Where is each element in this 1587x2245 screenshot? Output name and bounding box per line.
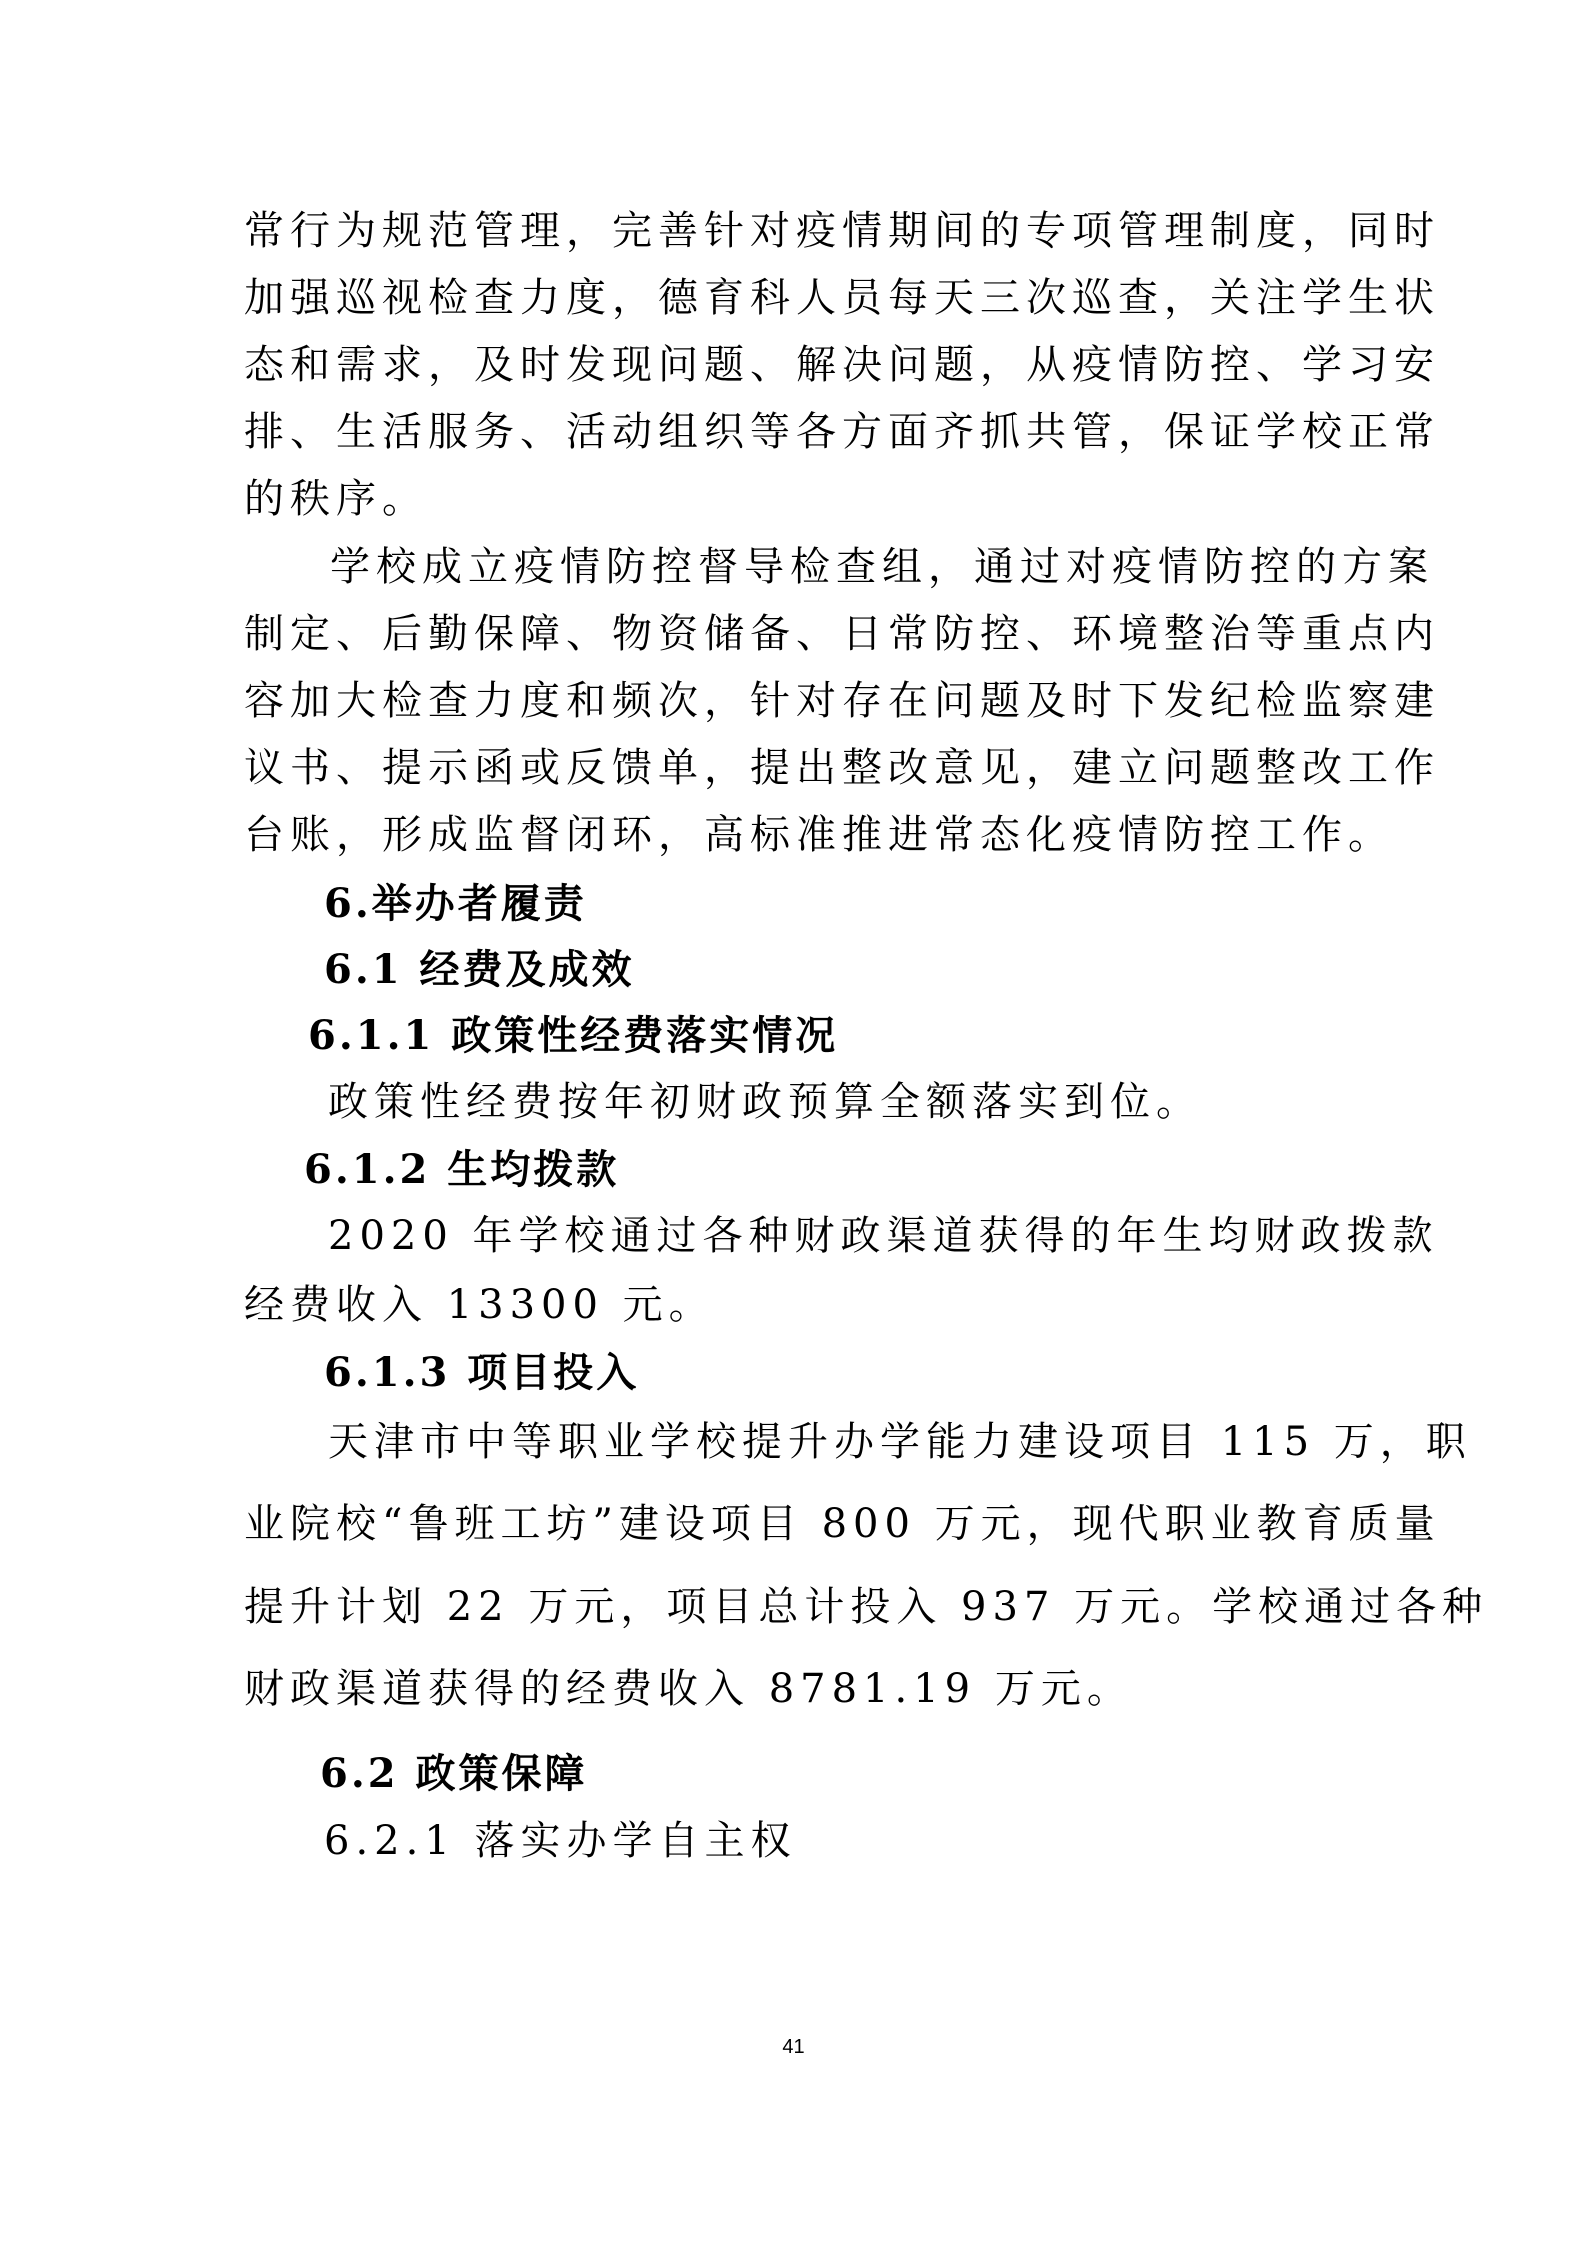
paragraph-line: 天津市中等职业学校提升办学能力建设项目 115 万，职 (328, 1419, 1472, 1465)
paragraph-line: 政策性经费按年初财政预算全额落实到位。 (328, 1079, 1202, 1125)
paragraph-line: 学校成立疫情防控督导检查组，通过对疫情防控的方案 (330, 544, 1434, 590)
section-heading: 6.举办者履责 (324, 880, 587, 927)
paragraph-line: 常行为规范管理，完善针对疫情期间的专项管理制度，同时 (244, 208, 1440, 254)
paragraph-line: 态和需求，及时发现问题、解决问题，从疫情防控、学习安 (244, 342, 1440, 388)
paragraph-line: 排、生活服务、活动组织等各方面齐抓共管，保证学校正常 (244, 409, 1440, 455)
section-heading: 6.1.3 项目投入 (324, 1349, 640, 1396)
subsection-heading: 6.2.1 落实办学自主权 (324, 1818, 797, 1864)
paragraph-line: 2020 年学校通过各种财政渠道获得的年生均财政拨款 (328, 1213, 1439, 1259)
section-heading: 6.1 经费及成效 (324, 946, 635, 993)
section-heading: 6.2 政策保障 (320, 1750, 588, 1797)
paragraph-line: 台账，形成监督闭环，高标准推进常态化疫情防控工作。 (244, 812, 1394, 858)
paragraph-line: 经费收入 13300 元。 (244, 1282, 715, 1328)
paragraph-line: 加强巡视检查力度，德育科人员每天三次巡查，关注学生状 (244, 275, 1440, 321)
section-heading: 6.1.1 政策性经费落实情况 (308, 1012, 839, 1059)
section-heading: 6.1.2 生均拨款 (304, 1146, 620, 1193)
paragraph-line: 的秩序。 (244, 476, 428, 522)
page-number: 41 (782, 2036, 805, 2058)
paragraph-line: 业院校“鲁班工坊”建设项目 800 万元，现代职业教育质量 (244, 1501, 1441, 1547)
paragraph-line: 财政渠道获得的经费收入 8781.19 万元。 (244, 1666, 1133, 1712)
paragraph-line: 议书、提示函或反馈单，提出整改意见，建立问题整改工作 (244, 745, 1440, 791)
paragraph-line: 提升计划 22 万元，项目总计投入 937 万元。学校通过各种 (244, 1584, 1489, 1630)
paragraph-line: 容加大检查力度和频次，针对存在问题及时下发纪检监察建 (244, 678, 1440, 724)
paragraph-line: 制定、后勤保障、物资储备、日常防控、环境整治等重点内 (244, 611, 1440, 657)
